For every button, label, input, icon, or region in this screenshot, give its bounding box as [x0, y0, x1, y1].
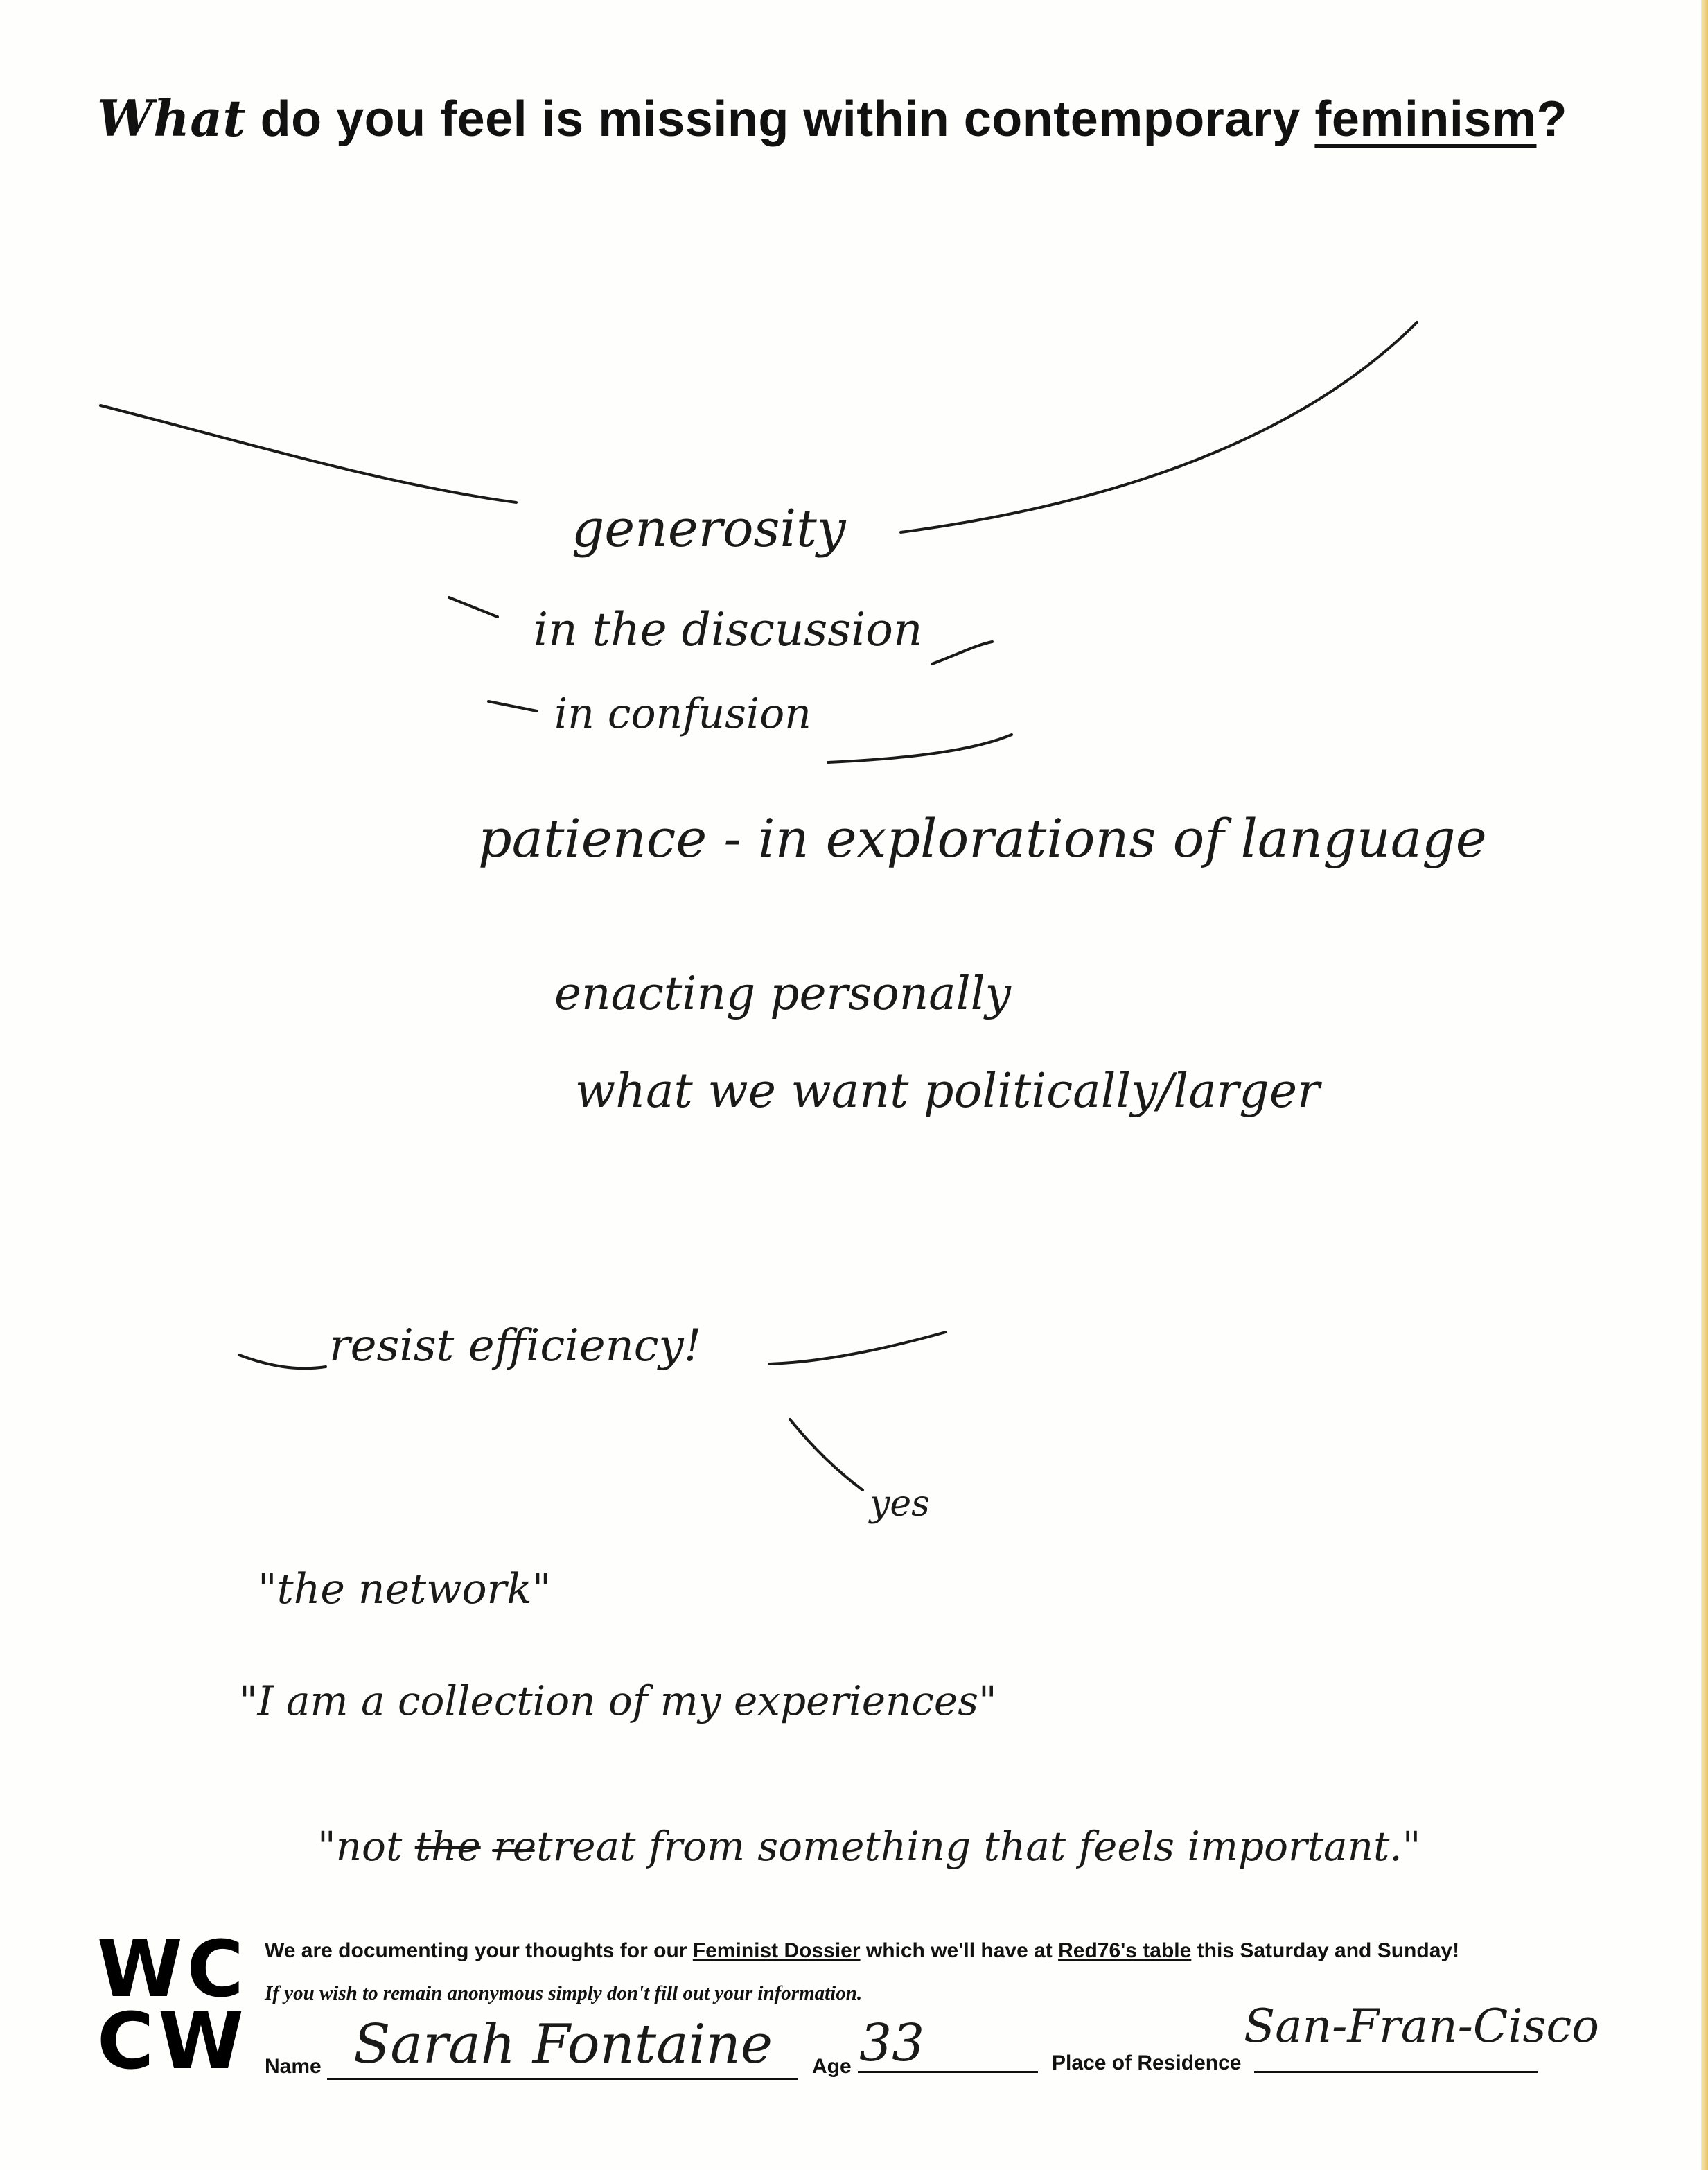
name-field-line [327, 2078, 798, 2080]
residence-field-line [1254, 2071, 1538, 2073]
anonymity-notice: If you wish to remain anonymous simply don't fill out your information. [265, 1982, 863, 2004]
note-not-retreat-struck: the [414, 1823, 481, 1870]
note-the-network: "the network" [258, 1565, 552, 1613]
logo-line-1: WC [97, 1925, 248, 2015]
question-what: What [97, 89, 247, 148]
feminist-dossier-link: Feminist Dossier [692, 1939, 861, 1962]
logo-line-2: CW [97, 1997, 248, 2087]
note-in-confusion: in confusion [554, 690, 811, 738]
stroke-right-arc [901, 322, 1417, 532]
notice-part-c: this Saturday and Sunday! [1191, 1939, 1460, 1962]
name-label: Name [265, 2055, 322, 2078]
name-field[interactable]: Sarah Fontaine [353, 2013, 773, 2076]
note-yes: yes [870, 1483, 930, 1525]
note-what-we-want: what we want politically/larger [575, 1064, 1320, 1119]
note-not-retreat-open: "not [317, 1823, 415, 1870]
stroke-dash-1 [449, 597, 498, 617]
residence-field[interactable]: San-Fran-Cisco [1244, 2000, 1600, 2053]
notice-part-b: which we'll have at [860, 1939, 1059, 1962]
stroke-dash-6 [769, 1332, 946, 1364]
note-in-the-discussion: in the discussion [534, 603, 923, 656]
note-enacting-personally: enacting personally [554, 967, 1012, 1020]
question-feminism: feminism [1314, 91, 1537, 147]
stroke-dash-3 [488, 701, 537, 711]
documenting-notice [265, 1939, 1459, 1963]
note-not-retreat-rest: retreat from something that feels important." [480, 1823, 1421, 1870]
red76-table-link: Red76's table [1058, 1939, 1192, 1962]
stroke-left-arc [100, 405, 516, 502]
stroke-dash-5 [239, 1355, 326, 1368]
note-not-retreat [317, 1823, 1420, 1870]
stroke-dash-4 [828, 735, 1012, 762]
stroke-dash-2 [932, 642, 992, 664]
note-resist-efficiency: resist efficiency! [329, 1320, 702, 1372]
wccw-logo [97, 1925, 248, 2087]
notice-part-a: We are documenting your thoughts for our [265, 1939, 693, 1962]
age-field[interactable]: 33 [859, 2013, 925, 2073]
question-middle: do you feel is missing within contemporary [246, 91, 1315, 147]
question-end: ? [1536, 91, 1567, 147]
note-generosity: generosity [572, 499, 846, 559]
age-label: Age [812, 2055, 852, 2078]
stroke-yes-connector [790, 1419, 863, 1490]
note-patience: patience - in explorations of language [478, 807, 1487, 869]
residence-label: Place of Residence [1052, 2051, 1242, 2074]
note-collection-of-experiences: "I am a collection of my experiences" [239, 1677, 997, 1724]
